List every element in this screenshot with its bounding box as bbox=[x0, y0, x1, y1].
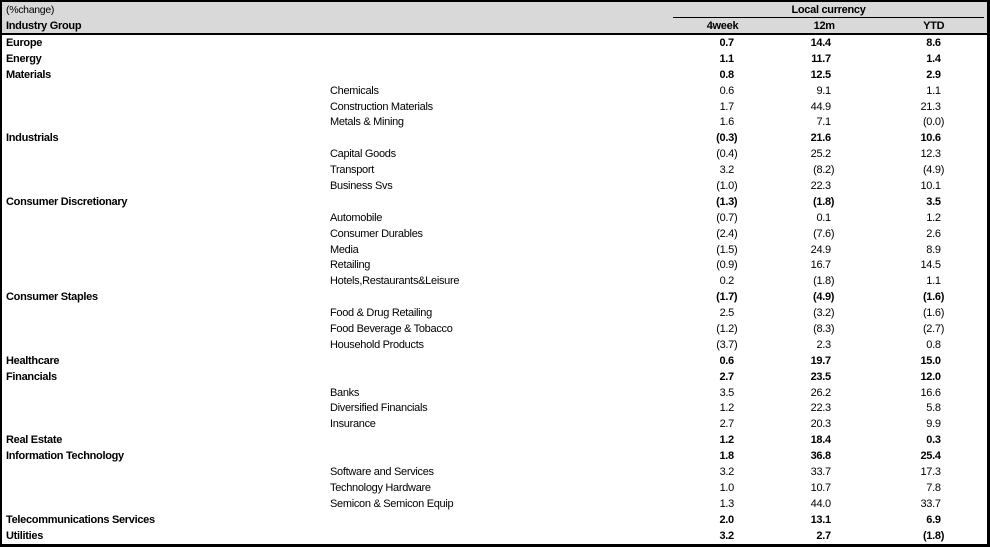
value-4week: (1.3) bbox=[716, 195, 738, 208]
table-row bbox=[2, 242, 987, 258]
value-ytd: 1.1 bbox=[926, 275, 941, 288]
value-12m: 9.1 bbox=[816, 84, 831, 97]
value-4week: (1.0) bbox=[716, 179, 738, 192]
value-ytd: (2.7) bbox=[922, 322, 945, 335]
table-row bbox=[2, 130, 987, 146]
value-12m: 22.3 bbox=[810, 179, 831, 192]
table-row bbox=[2, 226, 987, 242]
column-header-ytd: YTD bbox=[923, 19, 945, 32]
table-row bbox=[2, 210, 987, 226]
column-header-12m: 12m bbox=[813, 19, 835, 32]
table-row bbox=[2, 321, 987, 337]
industry-group-label: Utilities bbox=[6, 529, 44, 542]
value-12m: 23.5 bbox=[810, 370, 831, 383]
local-currency-group-header bbox=[673, 3, 984, 18]
sub-industry-label: Automobile bbox=[330, 211, 383, 224]
industry-group-label: Energy bbox=[6, 52, 42, 65]
header-row-top bbox=[2, 2, 987, 18]
value-ytd: 8.9 bbox=[926, 243, 941, 256]
percent-change-label: (%change) bbox=[6, 4, 55, 16]
industry-group-label: Industrials bbox=[6, 132, 59, 145]
value-ytd: 12.3 bbox=[920, 148, 941, 161]
table-row bbox=[2, 99, 987, 115]
value-4week: 3.2 bbox=[719, 529, 734, 542]
value-ytd: 15.0 bbox=[920, 354, 941, 367]
sub-industry-label: Insurance bbox=[330, 418, 376, 431]
value-4week: 2.0 bbox=[719, 513, 734, 526]
value-4week: 0.2 bbox=[719, 275, 734, 288]
table-row bbox=[2, 448, 987, 464]
value-4week: 3.2 bbox=[719, 465, 734, 478]
value-ytd: 10.1 bbox=[920, 179, 941, 192]
industry-group-label: Financials bbox=[6, 370, 57, 383]
table-row bbox=[2, 305, 987, 321]
value-4week: 0.6 bbox=[719, 84, 734, 97]
value-ytd: 2.9 bbox=[926, 68, 941, 81]
value-12m: 12.5 bbox=[810, 68, 831, 81]
value-12m: 26.2 bbox=[810, 386, 831, 399]
value-ytd: 1.2 bbox=[926, 211, 941, 224]
value-12m: 44.9 bbox=[810, 100, 831, 113]
value-ytd: 1.1 bbox=[926, 84, 941, 97]
sub-industry-label: Diversified Financials bbox=[330, 402, 428, 415]
industry-group-label: Healthcare bbox=[6, 354, 60, 367]
value-4week: 0.8 bbox=[719, 68, 734, 81]
value-4week: (0.3) bbox=[716, 132, 738, 145]
value-12m: 44.0 bbox=[810, 497, 831, 510]
value-12m: 33.7 bbox=[810, 465, 831, 478]
sub-industry-label: Semicon & Semicon Equip bbox=[330, 497, 454, 510]
table-row bbox=[2, 35, 987, 51]
table-row bbox=[2, 146, 987, 162]
value-4week: (0.9) bbox=[716, 259, 738, 272]
value-12m: 25.2 bbox=[810, 148, 831, 161]
industry-group-label: Consumer Discretionary bbox=[6, 195, 128, 208]
local-currency-label: Local currency bbox=[791, 4, 866, 16]
value-4week: 2.7 bbox=[719, 418, 734, 431]
sub-industry-label: Capital Goods bbox=[330, 148, 396, 161]
table-row bbox=[2, 83, 987, 99]
value-12m: (8.3) bbox=[813, 322, 835, 335]
column-header-4week: 4week bbox=[706, 19, 739, 32]
sub-industry-label: Food & Drug Retailing bbox=[330, 307, 432, 320]
sub-industry-label: Consumer Durables bbox=[330, 227, 423, 240]
value-4week: (1.7) bbox=[716, 291, 738, 304]
value-ytd: 0.3 bbox=[926, 434, 941, 447]
value-ytd: (1.6) bbox=[922, 291, 945, 304]
table-row bbox=[2, 528, 987, 544]
value-12m: 18.4 bbox=[810, 434, 831, 447]
table-row bbox=[2, 257, 987, 273]
value-ytd: 9.9 bbox=[926, 418, 941, 431]
table-row bbox=[2, 273, 987, 289]
industry-group-column-header: Industry Group bbox=[6, 19, 82, 32]
value-ytd: (1.8) bbox=[922, 529, 945, 542]
value-ytd: 3.5 bbox=[926, 195, 941, 208]
value-ytd: 5.8 bbox=[926, 402, 941, 415]
value-ytd: 7.8 bbox=[926, 481, 941, 494]
value-4week: 1.7 bbox=[719, 100, 734, 113]
table-row bbox=[2, 162, 987, 178]
value-4week: 2.7 bbox=[719, 370, 734, 383]
table-row bbox=[2, 480, 987, 496]
value-12m: 24.9 bbox=[810, 243, 831, 256]
table-row bbox=[2, 432, 987, 448]
sub-industry-label: Chemicals bbox=[330, 84, 379, 97]
value-4week: 0.6 bbox=[719, 354, 734, 367]
table-row bbox=[2, 194, 987, 210]
sub-industry-label: Construction Materials bbox=[330, 100, 433, 113]
value-4week: 1.8 bbox=[719, 450, 734, 463]
table-row bbox=[2, 496, 987, 512]
sub-industry-label: Software and Services bbox=[330, 465, 434, 478]
value-4week: (1.2) bbox=[716, 322, 738, 335]
industry-group-label: Europe bbox=[6, 36, 43, 49]
industry-group-label: Consumer Staples bbox=[6, 291, 98, 304]
table-row bbox=[2, 464, 987, 480]
value-ytd: 6.9 bbox=[926, 513, 941, 526]
table-row bbox=[2, 67, 987, 83]
industry-group-label: Materials bbox=[6, 68, 51, 81]
value-12m: 2.3 bbox=[816, 338, 831, 351]
value-12m: 19.7 bbox=[810, 354, 831, 367]
sub-industry-label: Transport bbox=[330, 164, 374, 177]
table-row bbox=[2, 289, 987, 305]
sub-industry-label: Food Beverage & Tobacco bbox=[330, 322, 453, 335]
table-body bbox=[2, 35, 987, 544]
industry-group-label: Real Estate bbox=[6, 434, 63, 447]
table-row bbox=[2, 178, 987, 194]
table-row bbox=[2, 353, 987, 369]
sub-industry-label: Technology Hardware bbox=[330, 481, 431, 494]
value-12m: 22.3 bbox=[810, 402, 831, 415]
value-12m: 16.7 bbox=[810, 259, 831, 272]
value-4week: 0.7 bbox=[719, 36, 734, 49]
value-4week: 2.5 bbox=[719, 307, 734, 320]
sub-industry-label: Household Products bbox=[330, 338, 424, 351]
value-ytd: 21.3 bbox=[920, 100, 941, 113]
value-4week: 1.6 bbox=[719, 116, 734, 129]
value-12m: 7.1 bbox=[816, 116, 831, 129]
sub-industry-label: Banks bbox=[330, 386, 360, 399]
value-4week: 1.2 bbox=[719, 434, 734, 447]
value-4week: 3.5 bbox=[719, 386, 734, 399]
value-12m: 2.7 bbox=[816, 529, 831, 542]
value-12m: (1.8) bbox=[813, 275, 835, 288]
value-ytd: (4.9) bbox=[922, 164, 945, 177]
value-4week: (0.4) bbox=[716, 148, 738, 161]
value-4week: 1.0 bbox=[719, 481, 734, 494]
sub-industry-label: Metals & Mining bbox=[330, 116, 404, 129]
sub-industry-label: Retailing bbox=[330, 259, 371, 272]
value-ytd: 12.0 bbox=[920, 370, 941, 383]
table-header bbox=[2, 2, 987, 35]
value-ytd: (0.0) bbox=[922, 116, 945, 129]
value-4week: 3.2 bbox=[719, 164, 734, 177]
table-row bbox=[2, 369, 987, 385]
value-12m: 14.4 bbox=[810, 36, 831, 49]
value-4week: (3.7) bbox=[716, 338, 738, 351]
header-row-columns bbox=[2, 18, 987, 33]
value-12m: 10.7 bbox=[810, 481, 831, 494]
table-row bbox=[2, 385, 987, 401]
value-ytd: 0.8 bbox=[926, 338, 941, 351]
value-4week: 1.2 bbox=[719, 402, 734, 415]
sub-industry-label: Hotels,Restaurants&Leisure bbox=[330, 275, 460, 288]
value-ytd: (1.6) bbox=[922, 307, 945, 320]
value-12m: 36.8 bbox=[810, 450, 831, 463]
value-4week: 1.1 bbox=[719, 52, 734, 65]
value-ytd: 25.4 bbox=[920, 450, 941, 463]
table-row bbox=[2, 51, 987, 67]
value-4week: (2.4) bbox=[716, 227, 738, 240]
table-row bbox=[2, 114, 987, 130]
value-ytd: 33.7 bbox=[920, 497, 941, 510]
table-row bbox=[2, 512, 987, 528]
value-ytd: 10.6 bbox=[920, 132, 941, 145]
value-12m: (3.2) bbox=[813, 307, 835, 320]
value-ytd: 2.6 bbox=[926, 227, 941, 240]
value-12m: 20.3 bbox=[810, 418, 831, 431]
value-12m: 0.1 bbox=[816, 211, 831, 224]
sub-industry-label: Business Svs bbox=[330, 179, 393, 192]
sub-industry-label: Media bbox=[330, 243, 359, 256]
value-12m: (8.2) bbox=[813, 164, 835, 177]
value-12m: 21.6 bbox=[810, 132, 831, 145]
value-ytd: 14.5 bbox=[920, 259, 941, 272]
value-12m: 13.1 bbox=[810, 513, 831, 526]
table-row bbox=[2, 400, 987, 416]
industry-group-label: Information Technology bbox=[6, 450, 124, 463]
table-row bbox=[2, 337, 987, 353]
industry-group-label: Telecommunications Services bbox=[6, 513, 155, 526]
value-12m: (4.9) bbox=[813, 291, 835, 304]
value-4week: (0.7) bbox=[716, 211, 738, 224]
value-ytd: 1.4 bbox=[926, 52, 941, 65]
value-ytd: 17.3 bbox=[920, 465, 941, 478]
value-4week: 1.3 bbox=[719, 497, 734, 510]
value-ytd: 16.6 bbox=[920, 386, 941, 399]
value-12m: 11.7 bbox=[811, 52, 831, 65]
value-ytd: 8.6 bbox=[926, 36, 941, 49]
value-4week: (1.5) bbox=[716, 243, 738, 256]
table-row bbox=[2, 416, 987, 432]
value-12m: (7.6) bbox=[813, 227, 835, 240]
value-12m: (1.8) bbox=[813, 195, 835, 208]
